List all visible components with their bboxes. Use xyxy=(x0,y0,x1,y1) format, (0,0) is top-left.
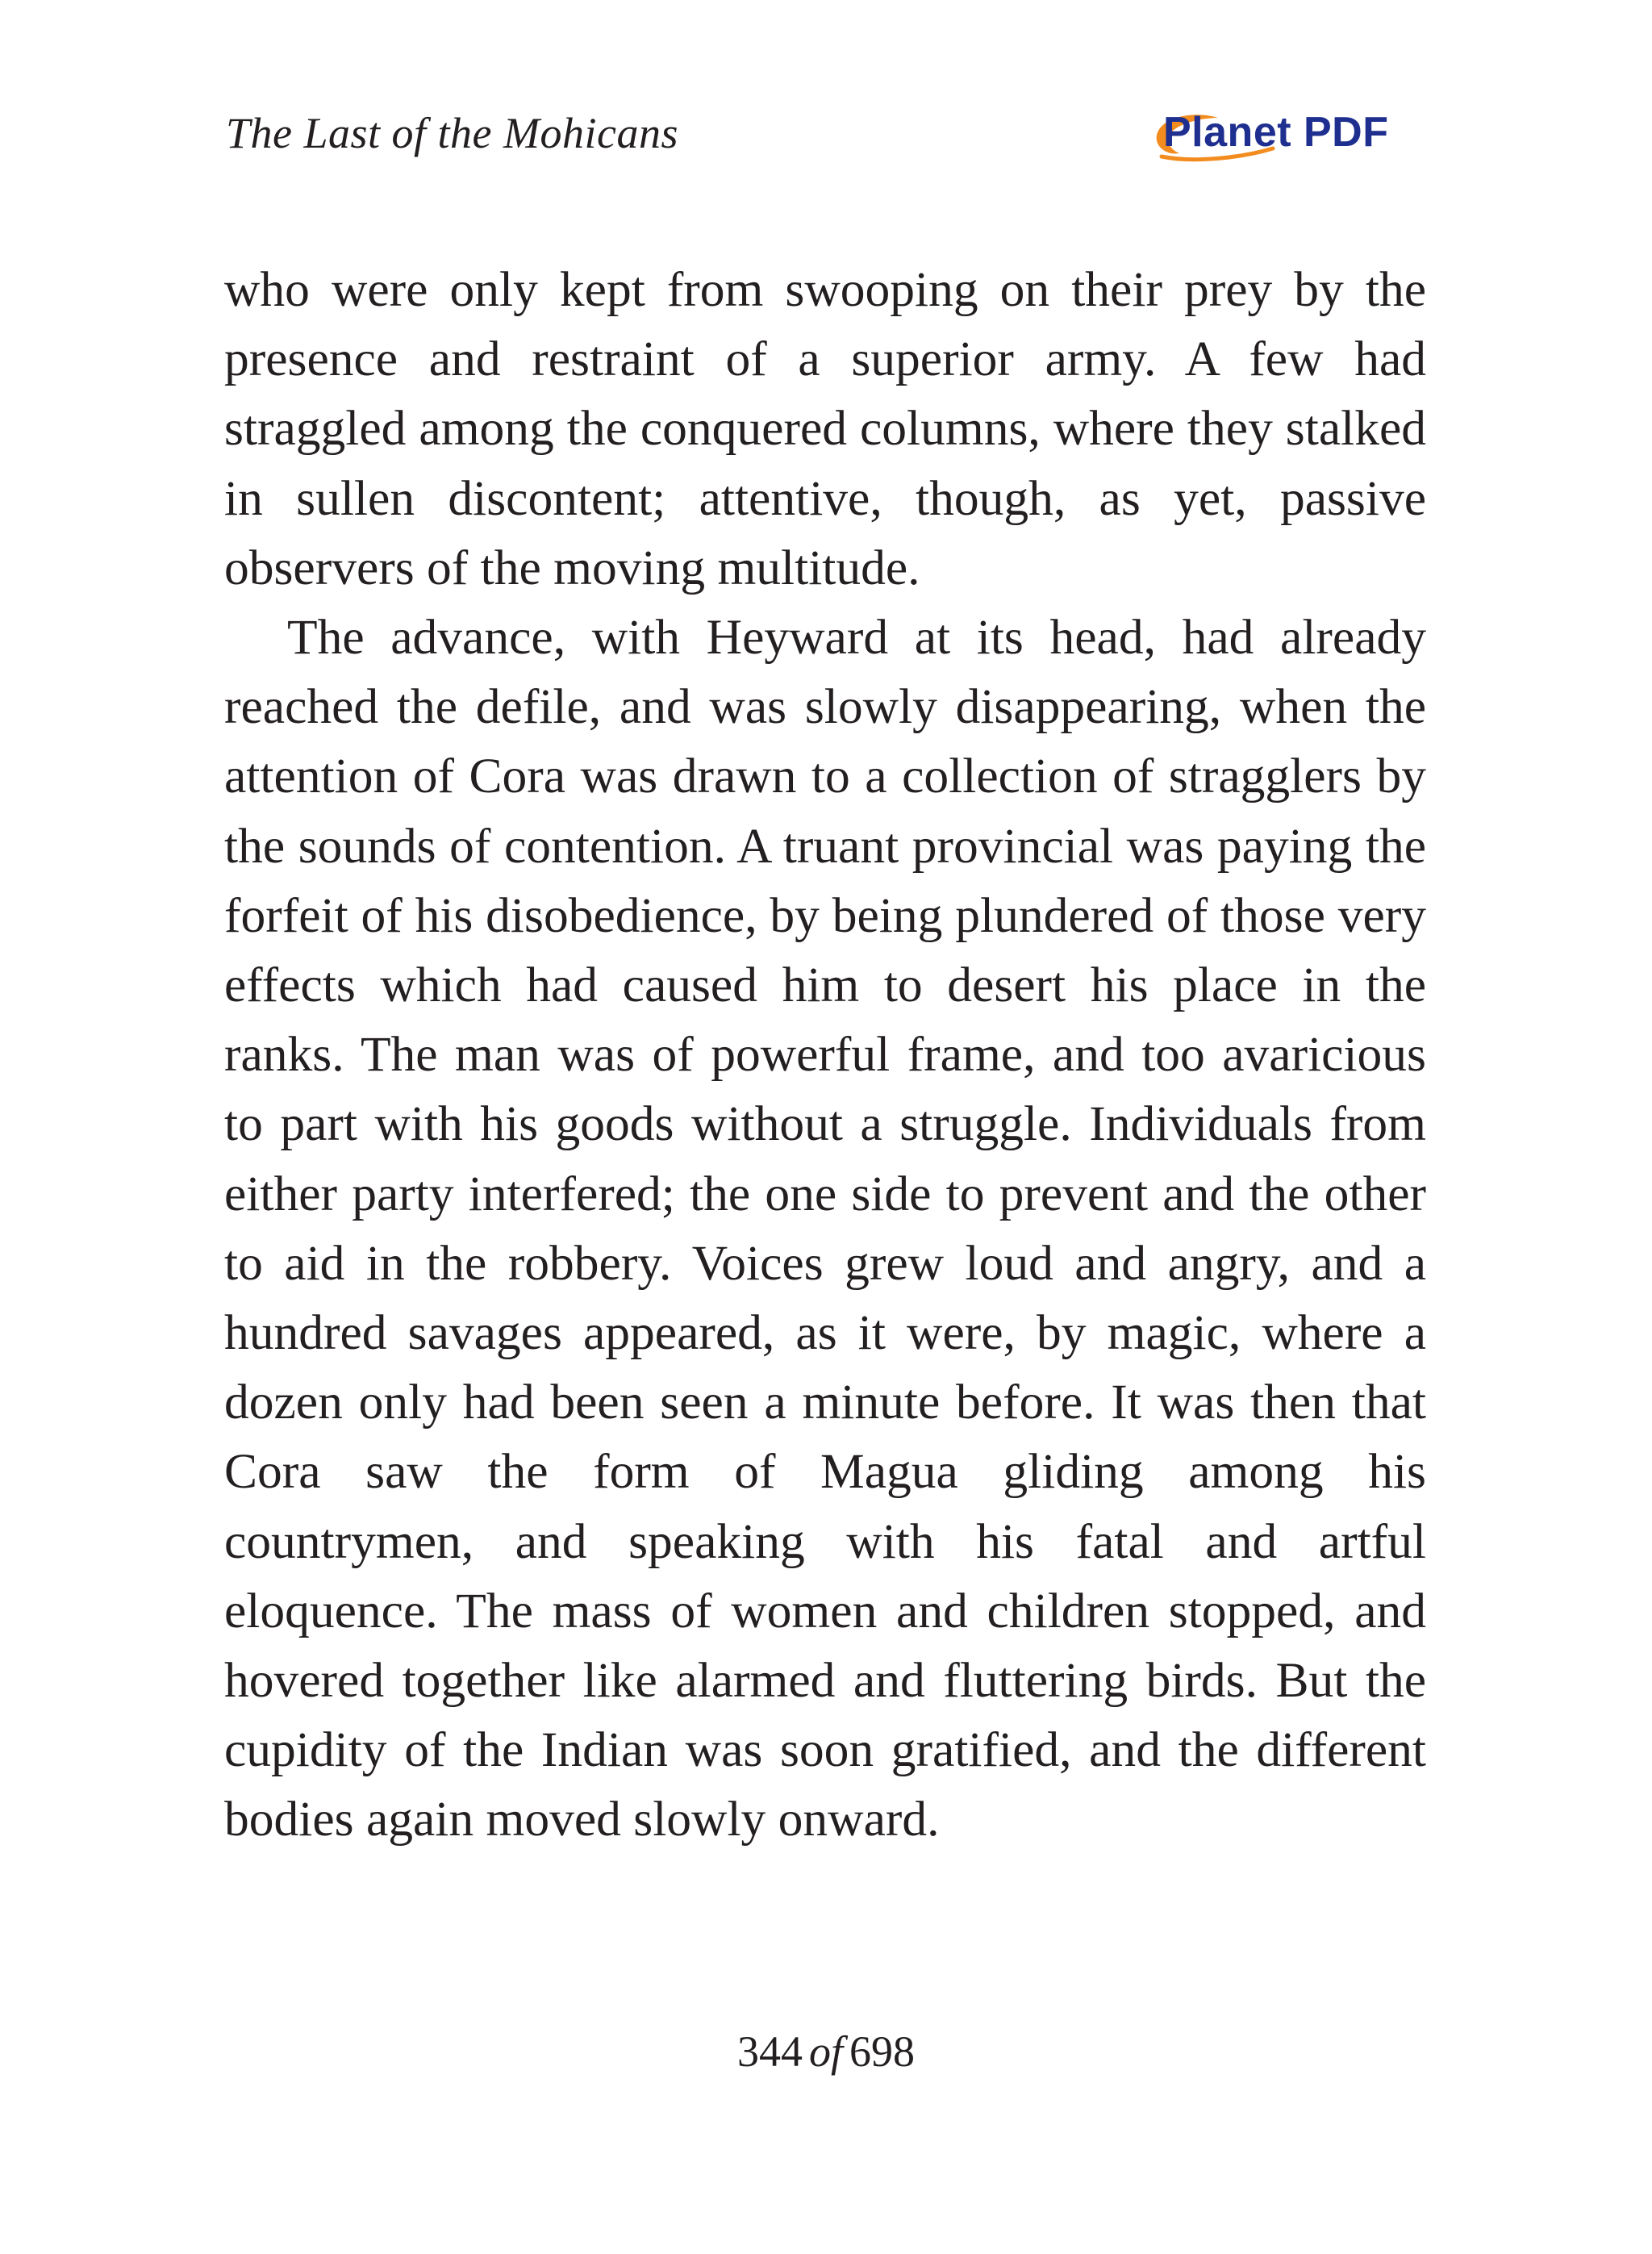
total-pages-number: 698 xyxy=(849,2027,915,2076)
planet-pdf-logo xyxy=(1144,103,1418,168)
page-of-label: of xyxy=(808,2027,843,2076)
paragraph-2: The advance, with Heyward at its head, had already reached the defile, and was slowly disappearing, when the attention of Cora was drawn to a collection of stragglers by the sounds of contention. A truant provincial was paying the forfeit of his disobedience, by being plundered of those very effects which had caused him to desert his place in the ranks. The man was of powerful frame, and too avaricious to part with his goods without a struggle. Individuals from either party interfered; the one side to prevent and the other to aid in the robbery. Voices grew loud and angry, and a hundred savages appeared, as it were, by magic, where a dozen only had been seen a minute before. It was then that Cora saw the form of Magua gliding among his countrymen, and speaking with his fatal and artful eloquence. The mass of women and children stopped, and hovered together like alarmed and fluttering birds. But the cupidity of the Indian was soon gratified, and the different bodies again moved slowly onward. xyxy=(224,610,1426,1847)
page-body xyxy=(224,255,1426,1855)
logo-text: Planet PDF xyxy=(1163,109,1389,156)
current-page-number: 344 xyxy=(736,2027,803,2076)
paragraph-1: who were only kept from swooping on their prey by the presence and restraint of a superior army. A few had straggled among the conquered columns, where they stalked in sullen discontent; attentive, though, as yet, passive observers of the moving multitude. xyxy=(224,262,1426,595)
book-title: The Last of the Mohicans xyxy=(226,109,678,157)
page-header xyxy=(226,97,1426,186)
page-footer xyxy=(0,2027,1652,2077)
